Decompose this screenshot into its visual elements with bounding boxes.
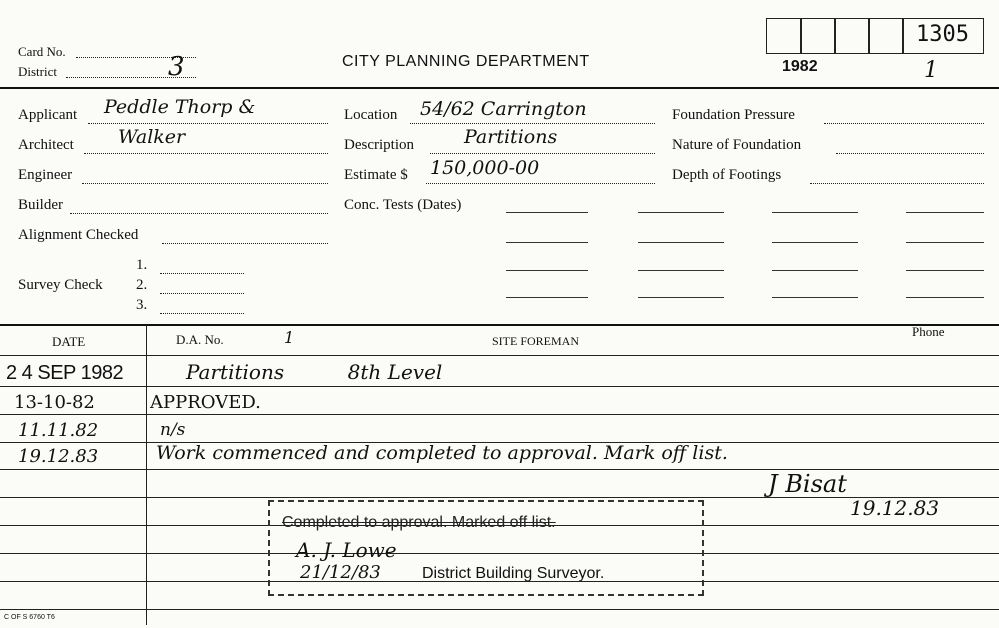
conc-line-d2 [906, 242, 984, 243]
page-title: CITY PLANNING DEPARTMENT [342, 53, 590, 70]
location-line [410, 123, 655, 124]
log-date-3: 11.11.82 [18, 420, 99, 441]
log-rule-1 [0, 386, 999, 387]
card-no-label: Card No. [18, 44, 66, 59]
conc-line-c4 [772, 297, 858, 298]
description-label: Description [344, 137, 414, 153]
stamp-date: 21/12/83 [300, 562, 381, 583]
applicant-line [88, 123, 328, 124]
description-value: Partitions [464, 126, 558, 148]
conc-line-b3 [638, 270, 724, 271]
signature-date: 19.12.83 [850, 496, 940, 520]
phone-header: Phone [912, 324, 945, 339]
card-number-box-1 [766, 18, 802, 54]
stamp-line-1: Completed to approval. Marked off list. [282, 514, 556, 531]
survey-line-3 [160, 313, 244, 314]
architect-line [84, 153, 328, 154]
approval-stamp [268, 500, 704, 596]
conc-tests-label: Conc. Tests (Dates) [344, 197, 462, 213]
conc-line-b4 [638, 297, 724, 298]
survey-item-1: 1. [136, 257, 148, 273]
nature-foundation-line [836, 153, 984, 154]
foreman-header: SITE FOREMAN [492, 334, 580, 348]
log-top-divider [0, 324, 999, 326]
date-column-divider [146, 325, 147, 625]
conc-line-a1 [506, 212, 588, 213]
foreman-signature: J Bisat [768, 470, 847, 498]
log-rule-9 [0, 609, 999, 610]
header-divider [0, 87, 999, 89]
year-mark: 1 [924, 58, 938, 83]
location-label: Location [344, 107, 398, 123]
architect-value: Walker [118, 126, 186, 148]
log-header-divider [0, 355, 999, 356]
survey-line-1 [160, 273, 244, 274]
builder-label: Builder [18, 197, 63, 213]
log-date-1: 2 4 SEP 1982 [6, 362, 124, 384]
card-number-box-4 [868, 18, 904, 54]
log-text-3: n/s [160, 420, 186, 440]
engineer-line [82, 183, 328, 184]
builder-line [70, 213, 328, 214]
architect-label: Architect [18, 137, 74, 153]
log-text-1: Partitions 8th Level [186, 360, 443, 384]
conc-line-a2 [506, 242, 588, 243]
district-label: District [18, 64, 57, 79]
year-label: 1982 [782, 58, 818, 75]
log-rule-4 [0, 469, 999, 470]
estimate-line [426, 183, 655, 184]
conc-line-b1 [638, 212, 724, 213]
alignment-label: Alignment Checked [18, 227, 139, 243]
survey-item-2: 2. [136, 277, 148, 293]
conc-line-b2 [638, 242, 724, 243]
log-date-2: 13-10-82 [14, 392, 95, 413]
log-rule-2 [0, 414, 999, 415]
conc-line-c2 [772, 242, 858, 243]
location-value: 54/62 Carrington [420, 98, 587, 120]
conc-line-d4 [906, 297, 984, 298]
foundation-pressure-label: Foundation Pressure [672, 107, 795, 123]
log-text-2: APPROVED. [150, 392, 261, 413]
estimate-value: 150,000-00 [430, 157, 540, 179]
log-date-4: 19.12.83 [18, 446, 99, 467]
depth-footings-line [810, 183, 984, 184]
survey-line-2 [160, 293, 244, 294]
date-header: DATE [52, 334, 86, 349]
card-number-box-3 [834, 18, 870, 54]
da-header: D.A. No. [176, 332, 224, 347]
conc-line-c3 [772, 270, 858, 271]
conc-line-a4 [506, 297, 588, 298]
stamp-line-3: District Building Surveyor. [422, 565, 605, 582]
foundation-pressure-line [824, 123, 984, 124]
district-value: 3 [168, 52, 185, 82]
conc-line-d3 [906, 270, 984, 271]
description-line [430, 153, 655, 154]
card-number: 1305 [916, 22, 969, 47]
estimate-label: Estimate $ [344, 167, 408, 183]
log-text-4: Work commenced and completed to approval. Mark off list. [156, 442, 728, 464]
card-number-box-2 [800, 18, 836, 54]
survey-check-label: Survey Check [18, 277, 103, 293]
engineer-label: Engineer [18, 167, 73, 183]
applicant-label: Applicant [18, 107, 78, 123]
alignment-line [162, 243, 328, 244]
conc-line-a3 [506, 270, 588, 271]
stamp-signature: A. J. Lowe [296, 538, 397, 562]
nature-foundation-label: Nature of Foundation [672, 137, 802, 153]
depth-footings-label: Depth of Footings [672, 167, 782, 183]
da-value: 1 [284, 328, 295, 347]
survey-item-3: 3. [136, 297, 148, 313]
applicant-value: Peddle Thorp & [104, 96, 256, 118]
conc-line-d1 [906, 212, 984, 213]
form-code: C OF S 6760 T6 [4, 614, 55, 621]
conc-line-c1 [772, 212, 858, 213]
